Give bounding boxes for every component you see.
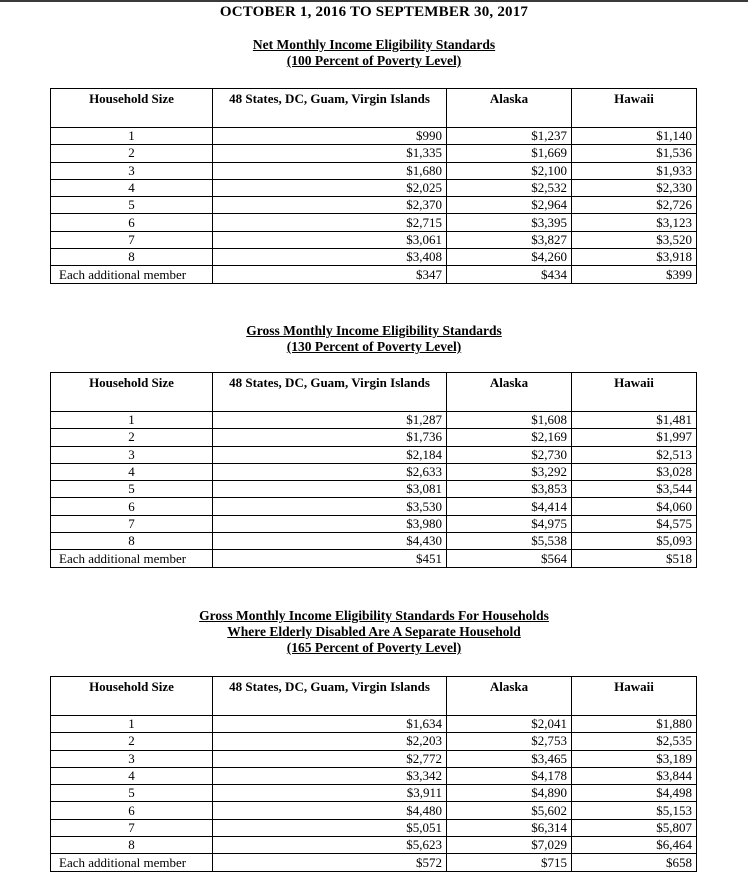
header-hawaii: Hawaii [572, 89, 697, 128]
table-row [51, 446, 697, 463]
states-value-cell: $3,342 [213, 767, 447, 784]
states-value-cell: $3,061 [213, 231, 447, 248]
heading-line: (130 Percent of Poverty Level) [286, 339, 462, 354]
hawaii-value-cell: $1,481 [572, 412, 697, 429]
section-heading-net [0, 37, 748, 69]
states-value-cell: $990 [213, 128, 447, 145]
header-48-states: 48 States, DC, Guam, Virgin Islands [213, 677, 447, 716]
household-size-cell: 1 [51, 716, 213, 733]
states-value-cell: $2,370 [213, 197, 447, 214]
states-value-cell: $2,203 [213, 733, 447, 750]
states-value-cell: $5,051 [213, 819, 447, 836]
table-row [51, 785, 697, 802]
hawaii-value-cell: $1,880 [572, 716, 697, 733]
hawaii-value-cell: $1,997 [572, 429, 697, 446]
alaska-value-cell: $5,538 [447, 533, 572, 550]
hawaii-value-cell: $658 [572, 854, 697, 871]
alaska-value-cell: $2,532 [447, 179, 572, 196]
household-size-cell: 6 [51, 802, 213, 819]
alaska-value-cell: $2,753 [447, 733, 572, 750]
states-value-cell: $1,335 [213, 145, 447, 162]
alaska-value-cell: $3,465 [447, 750, 572, 767]
states-value-cell: $1,680 [213, 162, 447, 179]
states-value-cell: $1,634 [213, 716, 447, 733]
table-row [51, 550, 697, 567]
header-household-size: Household Size [51, 89, 213, 128]
table-row [51, 429, 697, 446]
alaska-value-cell: $3,853 [447, 481, 572, 498]
household-size-cell: 6 [51, 498, 213, 515]
alaska-value-cell: $3,292 [447, 463, 572, 480]
header-hawaii: Hawaii [572, 373, 697, 412]
heading-line: Net Monthly Income Eligibility Standards [252, 37, 496, 52]
alaska-value-cell: $2,041 [447, 716, 572, 733]
hawaii-value-cell: $1,536 [572, 145, 697, 162]
states-value-cell: $3,530 [213, 498, 447, 515]
table-row [51, 854, 697, 871]
hawaii-value-cell: $4,060 [572, 498, 697, 515]
hawaii-value-cell: $3,123 [572, 214, 697, 231]
alaska-value-cell: $3,395 [447, 214, 572, 231]
hawaii-value-cell: $3,028 [572, 463, 697, 480]
table-row [51, 179, 697, 196]
alaska-value-cell: $6,314 [447, 819, 572, 836]
household-size-cell: 4 [51, 463, 213, 480]
header-48-states: 48 States, DC, Guam, Virgin Islands [213, 373, 447, 412]
top-border [0, 0, 748, 2]
household-size-cell: 4 [51, 179, 213, 196]
table-row [51, 515, 697, 532]
states-value-cell: $2,025 [213, 179, 447, 196]
alaska-value-cell: $7,029 [447, 837, 572, 854]
household-size-cell: 8 [51, 837, 213, 854]
alaska-value-cell: $4,178 [447, 767, 572, 784]
net-income-table [50, 88, 697, 284]
alaska-value-cell: $2,100 [447, 162, 572, 179]
household-size-cell: Each additional member [51, 550, 213, 567]
states-value-cell: $5,623 [213, 837, 447, 854]
hawaii-value-cell: $2,726 [572, 197, 697, 214]
header-alaska: Alaska [447, 89, 572, 128]
hawaii-value-cell: $2,535 [572, 733, 697, 750]
household-size-cell: 2 [51, 429, 213, 446]
states-value-cell: $347 [213, 266, 447, 283]
household-size-cell: 3 [51, 446, 213, 463]
table-header-row [51, 89, 697, 128]
household-size-cell: 5 [51, 197, 213, 214]
hawaii-value-cell: $3,544 [572, 481, 697, 498]
table-row [51, 162, 697, 179]
heading-line: (165 Percent of Poverty Level) [286, 640, 462, 655]
hawaii-value-cell: $5,093 [572, 533, 697, 550]
header-48-states: 48 States, DC, Guam, Virgin Islands [213, 89, 447, 128]
hawaii-value-cell: $518 [572, 550, 697, 567]
table-row [51, 733, 697, 750]
table-row [51, 128, 697, 145]
household-size-cell: 5 [51, 481, 213, 498]
table-header-row [51, 677, 697, 716]
table-row [51, 481, 697, 498]
household-size-cell: Each additional member [51, 266, 213, 283]
household-size-cell: 5 [51, 785, 213, 802]
states-value-cell: $572 [213, 854, 447, 871]
alaska-value-cell: $564 [447, 550, 572, 567]
table-row [51, 145, 697, 162]
alaska-value-cell: $2,169 [447, 429, 572, 446]
table-row [51, 819, 697, 836]
elderly-disabled-table [50, 676, 697, 872]
header-alaska: Alaska [447, 373, 572, 412]
states-value-cell: $2,184 [213, 446, 447, 463]
alaska-value-cell: $1,608 [447, 412, 572, 429]
table-row [51, 249, 697, 266]
hawaii-value-cell: $4,575 [572, 515, 697, 532]
alaska-value-cell: $4,890 [447, 785, 572, 802]
household-size-cell: 1 [51, 128, 213, 145]
alaska-value-cell: $1,669 [447, 145, 572, 162]
household-size-cell: 6 [51, 214, 213, 231]
states-value-cell: $3,911 [213, 785, 447, 802]
table-row [51, 412, 697, 429]
header-household-size: Household Size [51, 373, 213, 412]
household-size-cell: 7 [51, 231, 213, 248]
household-size-cell: 8 [51, 533, 213, 550]
states-value-cell: $4,480 [213, 802, 447, 819]
table-row [51, 716, 697, 733]
alaska-value-cell: $2,730 [447, 446, 572, 463]
hawaii-value-cell: $4,498 [572, 785, 697, 802]
table-row [51, 750, 697, 767]
household-size-cell: Each additional member [51, 854, 213, 871]
alaska-value-cell: $4,414 [447, 498, 572, 515]
hawaii-value-cell: $1,933 [572, 162, 697, 179]
states-value-cell: $2,715 [213, 214, 447, 231]
states-value-cell: $451 [213, 550, 447, 567]
table-header-row [51, 373, 697, 412]
alaska-value-cell: $434 [447, 266, 572, 283]
alaska-value-cell: $2,964 [447, 197, 572, 214]
household-size-cell: 7 [51, 819, 213, 836]
heading-line: Gross Monthly Income Eligibility Standards [246, 323, 502, 338]
alaska-value-cell: $3,827 [447, 231, 572, 248]
table-row [51, 197, 697, 214]
table-row [51, 767, 697, 784]
household-size-cell: 2 [51, 145, 213, 162]
table-row [51, 231, 697, 248]
states-value-cell: $2,772 [213, 750, 447, 767]
table-row [51, 837, 697, 854]
hawaii-value-cell: $2,513 [572, 446, 697, 463]
household-size-cell: 3 [51, 750, 213, 767]
hawaii-value-cell: $3,189 [572, 750, 697, 767]
header-hawaii: Hawaii [572, 677, 697, 716]
hawaii-value-cell: $2,330 [572, 179, 697, 196]
hawaii-value-cell: $3,520 [572, 231, 697, 248]
heading-line: Where Elderly Disabled Are A Separate Household [227, 624, 521, 639]
household-size-cell: 3 [51, 162, 213, 179]
alaska-value-cell: $5,602 [447, 802, 572, 819]
hawaii-value-cell: $399 [572, 266, 697, 283]
table-row [51, 214, 697, 231]
header-household-size: Household Size [51, 677, 213, 716]
states-value-cell: $3,980 [213, 515, 447, 532]
hawaii-value-cell: $1,140 [572, 128, 697, 145]
states-value-cell: $4,430 [213, 533, 447, 550]
table-row [51, 533, 697, 550]
section-heading-elderly-disabled [0, 608, 748, 656]
states-value-cell: $2,633 [213, 463, 447, 480]
household-size-cell: 4 [51, 767, 213, 784]
hawaii-value-cell: $5,807 [572, 819, 697, 836]
household-size-cell: 8 [51, 249, 213, 266]
alaska-value-cell: $4,975 [447, 515, 572, 532]
household-size-cell: 7 [51, 515, 213, 532]
table-row [51, 498, 697, 515]
section-heading-gross [0, 323, 748, 355]
states-value-cell: $3,081 [213, 481, 447, 498]
household-size-cell: 2 [51, 733, 213, 750]
alaska-value-cell: $1,237 [447, 128, 572, 145]
household-size-cell: 1 [51, 412, 213, 429]
alaska-value-cell: $715 [447, 854, 572, 871]
states-value-cell: $1,287 [213, 412, 447, 429]
states-value-cell: $3,408 [213, 249, 447, 266]
page-title: OCTOBER 1, 2016 TO SEPTEMBER 30, 2017 [219, 4, 529, 20]
hawaii-value-cell: $5,153 [572, 802, 697, 819]
heading-line: Gross Monthly Income Eligibility Standards For Households [199, 608, 549, 623]
header-alaska: Alaska [447, 677, 572, 716]
states-value-cell: $1,736 [213, 429, 447, 446]
hawaii-value-cell: $3,918 [572, 249, 697, 266]
table-row [51, 266, 697, 283]
table-row [51, 463, 697, 480]
gross-income-table [50, 372, 697, 568]
heading-line: (100 Percent of Poverty Level) [286, 53, 462, 68]
hawaii-value-cell: $3,844 [572, 767, 697, 784]
alaska-value-cell: $4,260 [447, 249, 572, 266]
hawaii-value-cell: $6,464 [572, 837, 697, 854]
table-row [51, 802, 697, 819]
